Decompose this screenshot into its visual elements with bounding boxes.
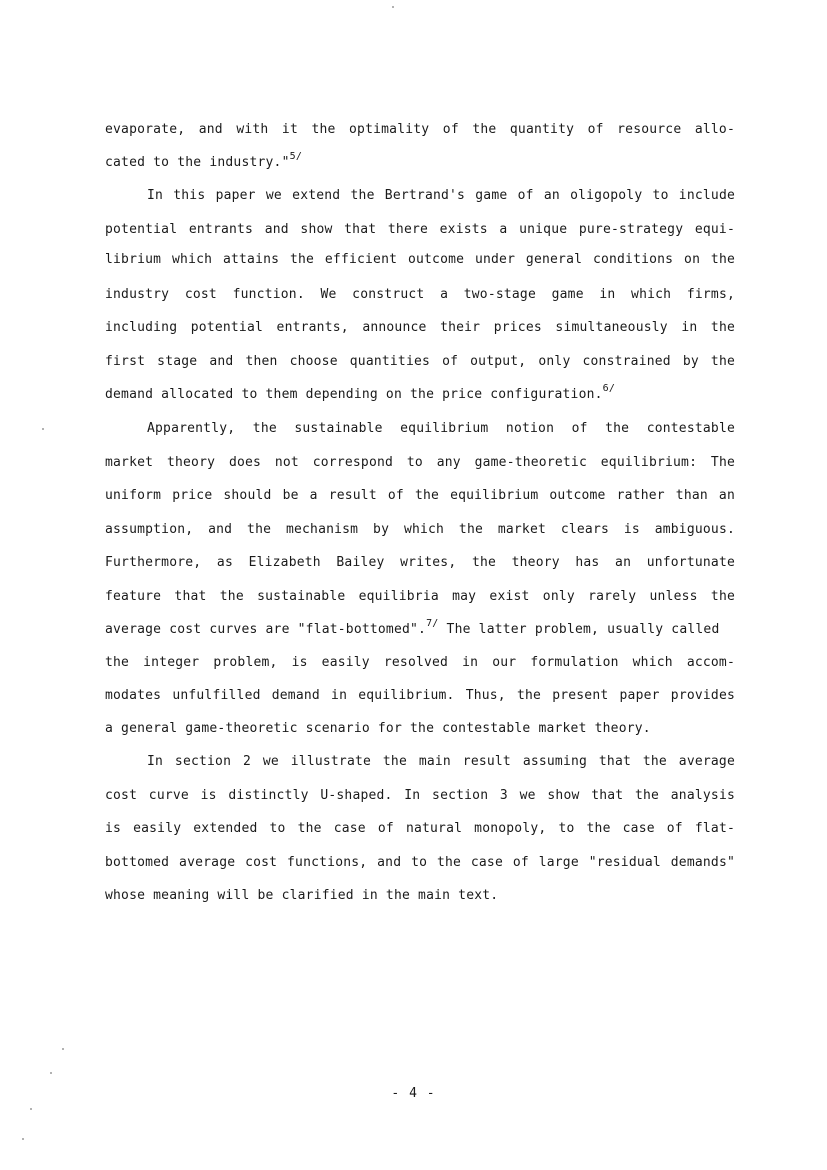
scan-speck [392,6,394,8]
text-line: modates unfulfilled demand in equilibrium. Thus, the present paper provides [105,688,735,703]
text-line [105,382,735,403]
text-line: bottomed average cost functions, and to the case of large "residual demands" [105,855,735,870]
text-line-content: average cost curves are "flat-bottomed". [105,622,427,637]
text-line: In section 2 we illustrate the main result assuming that the average [147,754,735,769]
text-line: industry cost function. We construct a two-stage game in which firms, [105,287,735,302]
text-line: evaporate, and with it the optimality of the quantity of resource allo- [105,122,735,137]
scan-speck [50,1072,52,1074]
scan-speck [30,1108,32,1110]
footnote-mark: 6/ [602,382,616,394]
text-line: feature that the sustainable equilibria may exist only rarely unless the [105,589,735,604]
text-line: whose meaning will be clarified in the main text. [105,888,499,903]
text-line: librium which attains the efficient outcome under general conditions on the [105,252,735,267]
text-line: a general game-theoretic scenario for the contestable market theory. [105,721,651,736]
text-line [105,150,735,171]
text-line [105,617,735,638]
text-line-content: demand allocated to them depending on the price configuration. [105,387,603,402]
text-line: is easily extended to the case of natural monopoly, to the case of flat- [105,821,735,836]
page-number: - 4 - [391,1086,436,1101]
text-line: first stage and then choose quantities of output, only constrained by the [105,354,735,369]
scan-speck [42,428,44,430]
text-line-content: cated to the industry." [105,155,290,170]
text-line: the integer problem, is easily resolved in our formulation which accom- [105,655,735,670]
scan-speck [62,1048,64,1050]
footnote-mark: 5/ [289,150,303,162]
text-line: cost curve is distinctly U-shaped. In section 3 we show that the analysis [105,788,735,803]
text-line: In this paper we extend the Bertrand's game of an oligopoly to include [147,188,735,203]
text-line: Furthermore, as Elizabeth Bailey writes, the theory has an unfortunate [105,555,735,570]
text-line-content: The latter problem, usually called [438,622,720,637]
footnote-mark: 7/ [426,617,439,629]
text-line: including potential entrants, announce their prices simultaneously in the [105,320,735,335]
text-line: Apparently, the sustainable equilibrium notion of the contestable [147,421,735,436]
text-line: assumption, and the mechanism by which the market clears is ambiguous. [105,522,735,537]
text-line: uniform price should be a result of the equilibrium outcome rather than an [105,488,735,503]
scan-speck [22,1138,24,1140]
text-line: market theory does not correspond to any game-theoretic equilibrium: The [105,455,735,470]
text-line: potential entrants and show that there exists a unique pure-strategy equi- [105,222,735,237]
